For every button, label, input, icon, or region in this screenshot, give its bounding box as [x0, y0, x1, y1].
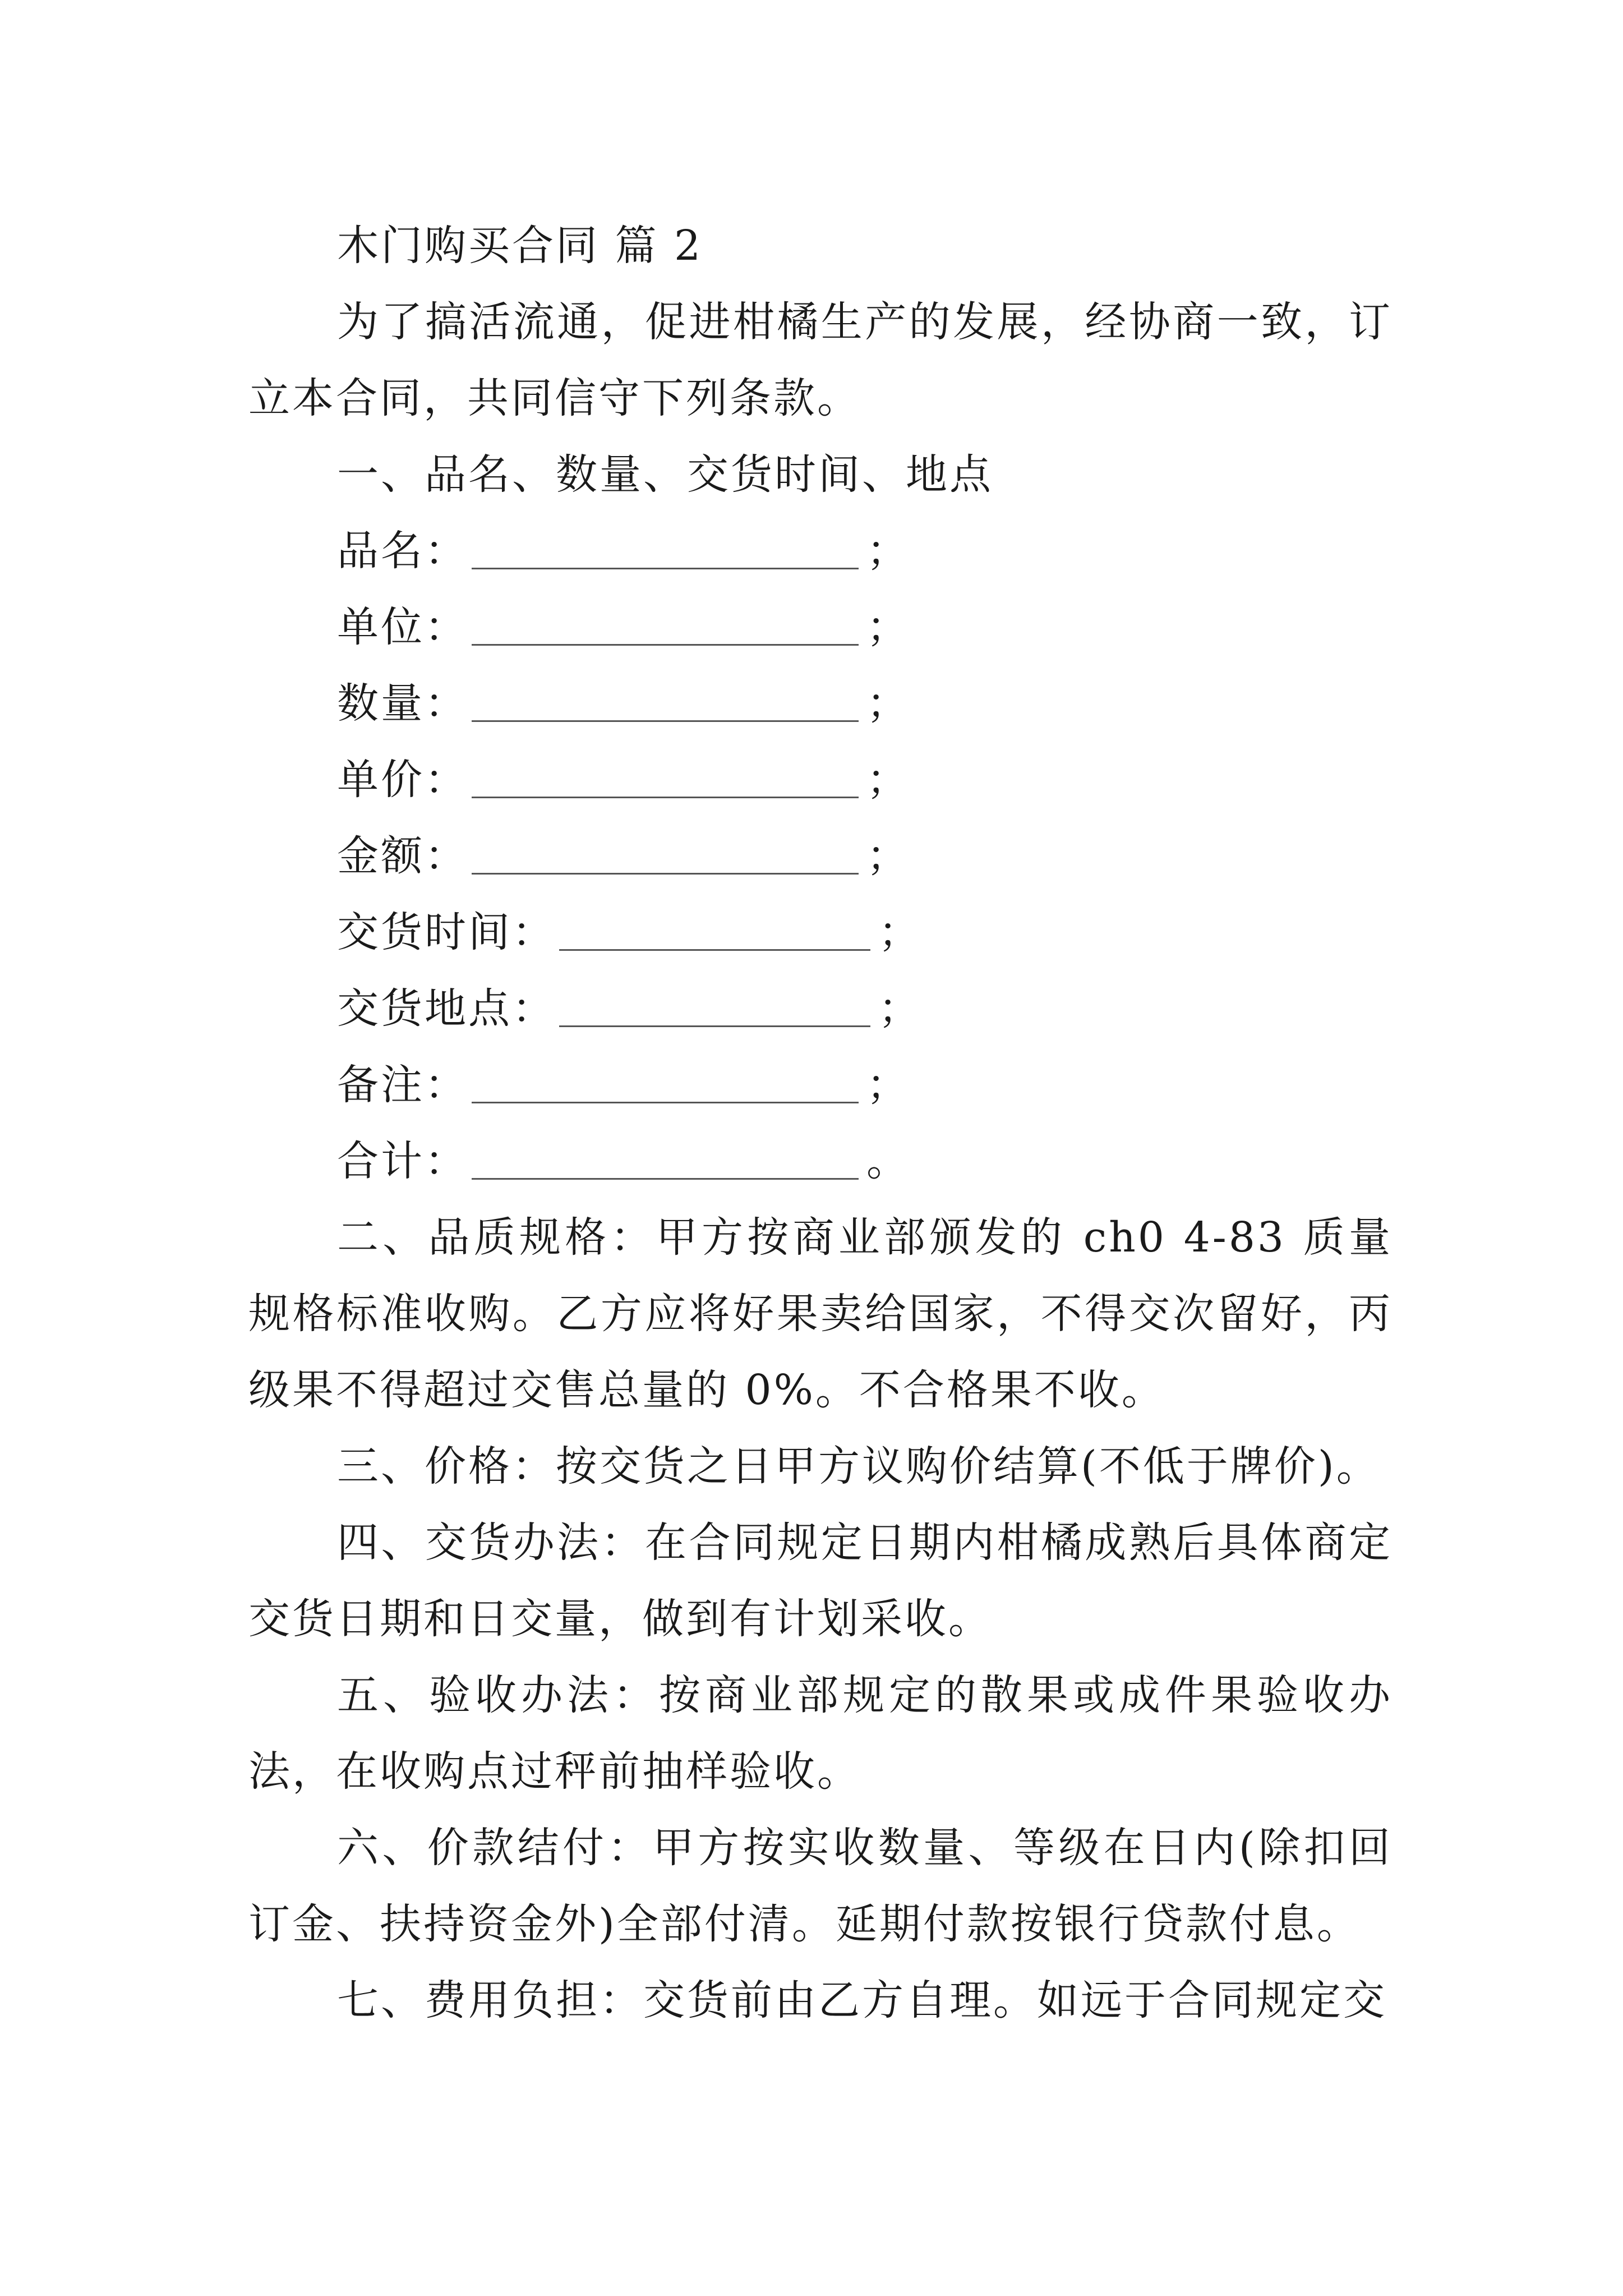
- fill-in-blank: [472, 1068, 859, 1103]
- fill-in-blank: [472, 1144, 859, 1180]
- field-quantity: [248, 665, 1393, 742]
- field-end: ；: [866, 679, 910, 728]
- intro-paragraph: 为了搞活流通，促进柑橘生产的发展，经协商一致，订立本合同，共同信守下列条款。: [248, 298, 1393, 422]
- field-end: ；: [866, 832, 910, 880]
- document-body: [248, 208, 1393, 2039]
- field-label: 金额：: [337, 832, 468, 880]
- clause-payment: 六、价款结付：甲方按实收数量、等级在日内(除扣回订金、扶持资金外)全部付清。延期付款按银行贷款付息。: [248, 1824, 1393, 1948]
- clause-delivery-method: 四、交货办法：在合同规定日期内柑橘成熟后具体商定交货日期和日交量，做到有计划采收。: [248, 1519, 1393, 1643]
- field-label: 交货地点：: [337, 984, 556, 1033]
- field-end: ；: [878, 984, 922, 1033]
- section-one-heading: 一、品名、数量、交货时间、地点: [337, 450, 993, 499]
- field-end: ；: [878, 908, 922, 956]
- fill-in-blank: [472, 687, 859, 722]
- field-label: 单位：: [337, 603, 468, 651]
- field-remarks: [248, 1047, 1393, 1123]
- field-unit-price: [248, 742, 1393, 818]
- field-label: 单价：: [337, 756, 468, 804]
- field-end: ；: [866, 1061, 910, 1109]
- clause-expenses: 七、费用负担：交货前由乙方自理。如远于合同规定交: [337, 1976, 1387, 2024]
- field-label: 合计：: [337, 1137, 468, 1185]
- fill-in-blank: [472, 763, 859, 798]
- fill-in-blank: [472, 534, 859, 569]
- field-end: ；: [866, 603, 910, 651]
- fill-in-blank: [472, 610, 859, 646]
- field-end: 。: [866, 1137, 910, 1185]
- fill-in-blank: [559, 992, 870, 1027]
- clause-quality-spec: 二、品质规格：甲方按商业部颁发的 ch0 4-83 质量规格标准收购。乙方应将好果卖给国家，不得交次留好，丙级果不得超过交售总量的 0%。不合格果不收。: [248, 1213, 1393, 1414]
- clause-price: 三、价格：按交货之日甲方议购价结算(不低于牌价)。: [337, 1442, 1380, 1490]
- field-unit: [248, 589, 1393, 665]
- field-end: ；: [866, 756, 910, 804]
- field-label: 备注：: [337, 1061, 468, 1109]
- clause-acceptance-method: 五、验收办法：按商业部规定的散果或成件果验收办法，在收购点过秤前抽样验收。: [248, 1671, 1393, 1796]
- field-total: [248, 1123, 1393, 1199]
- field-end: ；: [866, 527, 910, 575]
- field-amount: [248, 818, 1393, 894]
- document-title: 木门购买合同 篇 2: [337, 222, 703, 270]
- field-delivery-location: [248, 970, 1393, 1047]
- field-delivery-time: [248, 894, 1393, 970]
- field-label: 品名：: [337, 527, 468, 575]
- fill-in-blank: [559, 915, 870, 951]
- field-product-name: [248, 513, 1393, 589]
- field-label: 交货时间：: [337, 908, 556, 956]
- field-label: 数量：: [337, 679, 468, 728]
- fill-in-blank: [472, 839, 859, 875]
